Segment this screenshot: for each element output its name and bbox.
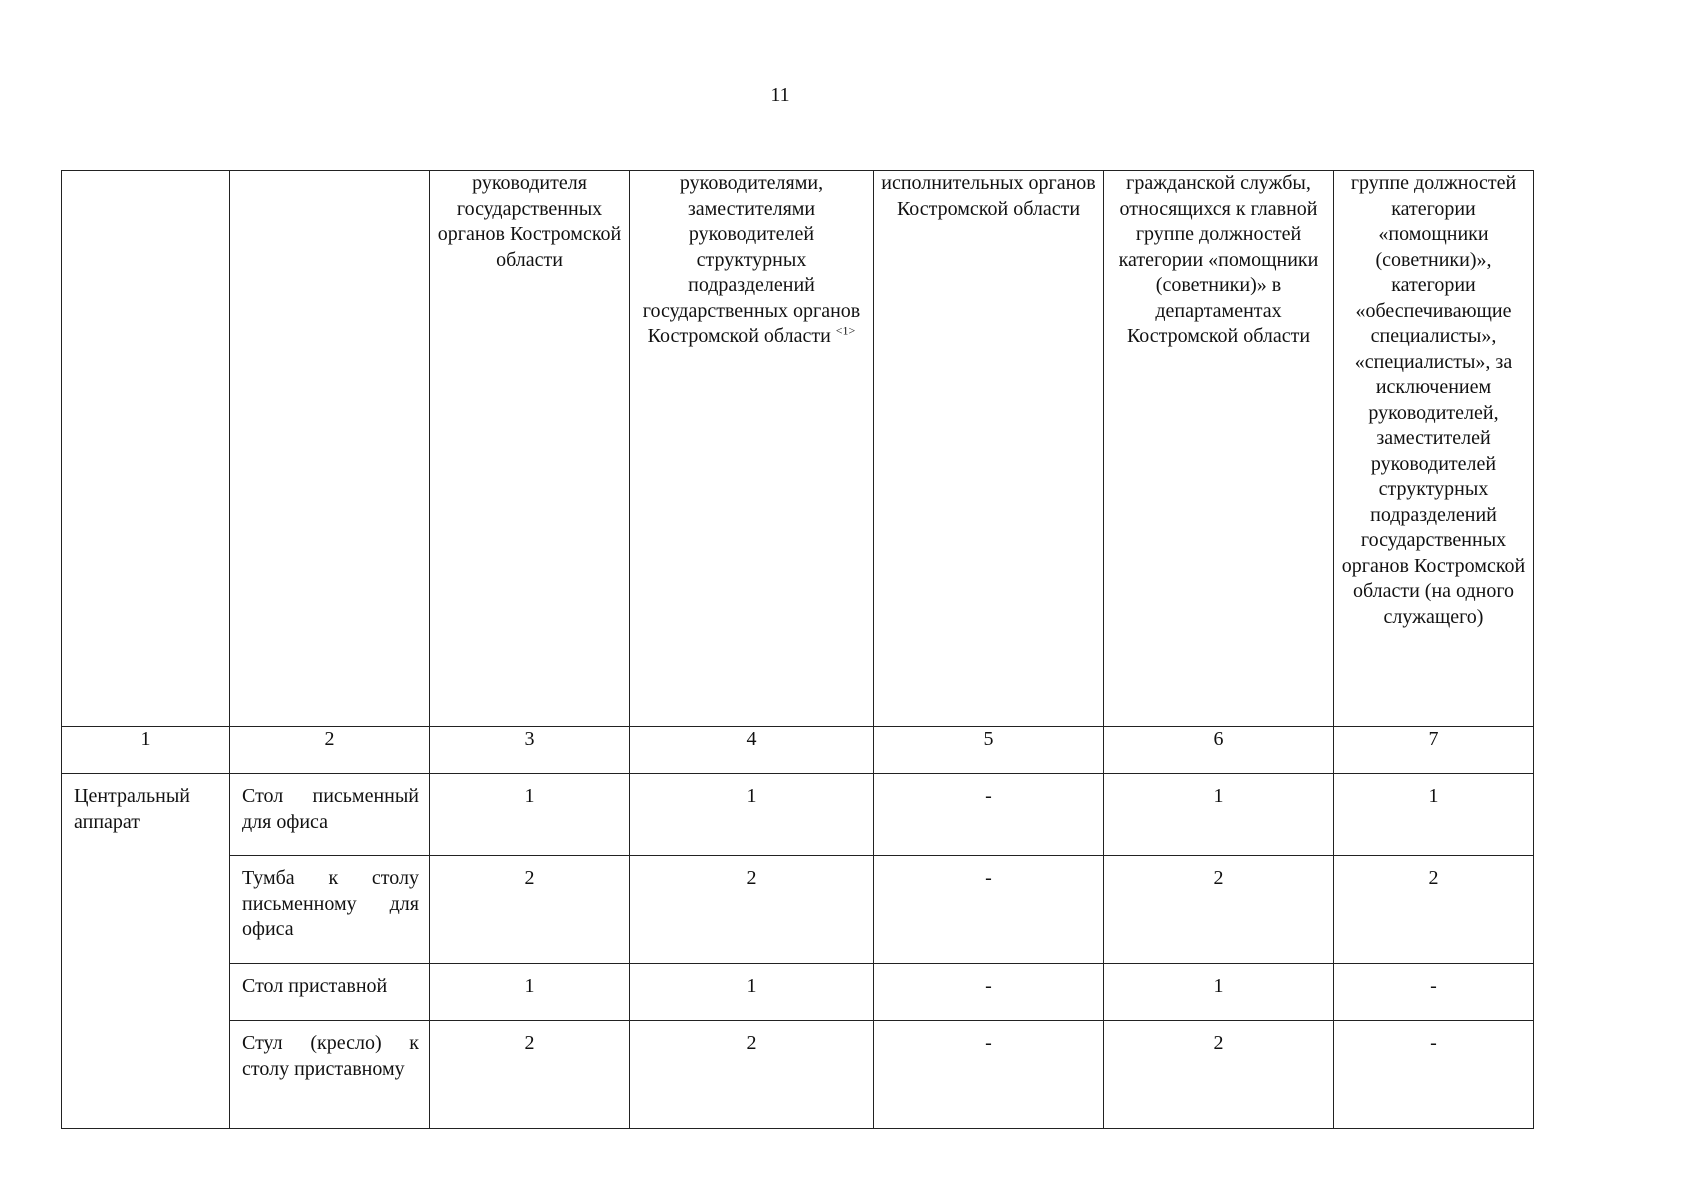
header-cell-6-text: гражданской службы, относящихся к главной группе должностей категории «помощники (советники)» в департаментах Костромской области [1118,172,1319,347]
value-cell: 1 [430,964,630,1021]
value-cell: - [1334,964,1534,1021]
column-number: 2 [230,727,430,774]
value-cell: 1 [1334,774,1534,856]
value-cell: - [874,774,1104,856]
header-cell-7 [1334,171,1534,727]
furniture-norms-table [61,170,1534,1129]
value-cell: 2 [1334,856,1534,964]
header-cell-4 [630,171,874,727]
footnote-marker: <1> [835,323,856,338]
value-cell: - [874,1021,1104,1129]
header-cell-5 [874,171,1104,727]
value-cell: 2 [1104,1021,1334,1129]
department-cell: Центральный аппарат [62,774,230,1129]
value-cell: 1 [630,964,874,1021]
value-cell: 2 [430,1021,630,1129]
column-number-row [62,727,1534,774]
header-cell-4-text: руководителями, заместителями руководителей структурных подразделений государственных органов Костромской области [642,172,861,347]
column-number: 7 [1334,727,1534,774]
value-cell: 1 [1104,964,1334,1021]
item-name: Стол письменный для офиса [230,774,430,856]
value-cell: - [874,856,1104,964]
value-cell: 1 [630,774,874,856]
item-name: Стол приставной [230,964,430,1021]
header-cell-3 [430,171,630,727]
value-cell: 1 [1104,774,1334,856]
header-cell-3-text: руководителя государственных органов Костромской области [437,172,622,271]
table-row [62,964,1534,1021]
page-number: 11 [770,84,790,106]
column-number: 4 [630,727,874,774]
column-number: 3 [430,727,630,774]
header-cell-6 [1104,171,1334,727]
header-cell-5-text: исполнительных органов Костромской области [881,172,1096,220]
column-number: 5 [874,727,1104,774]
column-number: 1 [62,727,230,774]
item-name: Стул (кресло) к столу приставному [230,1021,430,1129]
item-name: Тумба к столу письменному для офиса [230,856,430,964]
value-cell: 2 [630,856,874,964]
header-cell-7-text: группе должностей категории «помощники (советники)», категории «обеспечивающие специалисты», «специалисты», за исключением руководителей, заместителей руководителей структурных подразделений государственных органов Костромской области (на одного служащего) [1341,172,1526,628]
table-row [62,774,1534,856]
value-cell: 2 [630,1021,874,1129]
header-cell-2 [230,171,430,727]
header-cell-1 [62,171,230,727]
header-row [62,171,1534,727]
value-cell: - [1334,1021,1534,1129]
value-cell: 1 [430,774,630,856]
table-row [62,856,1534,964]
value-cell: 2 [430,856,630,964]
column-number: 6 [1104,727,1334,774]
value-cell: 2 [1104,856,1334,964]
table-row [62,1021,1534,1129]
value-cell: - [874,964,1104,1021]
